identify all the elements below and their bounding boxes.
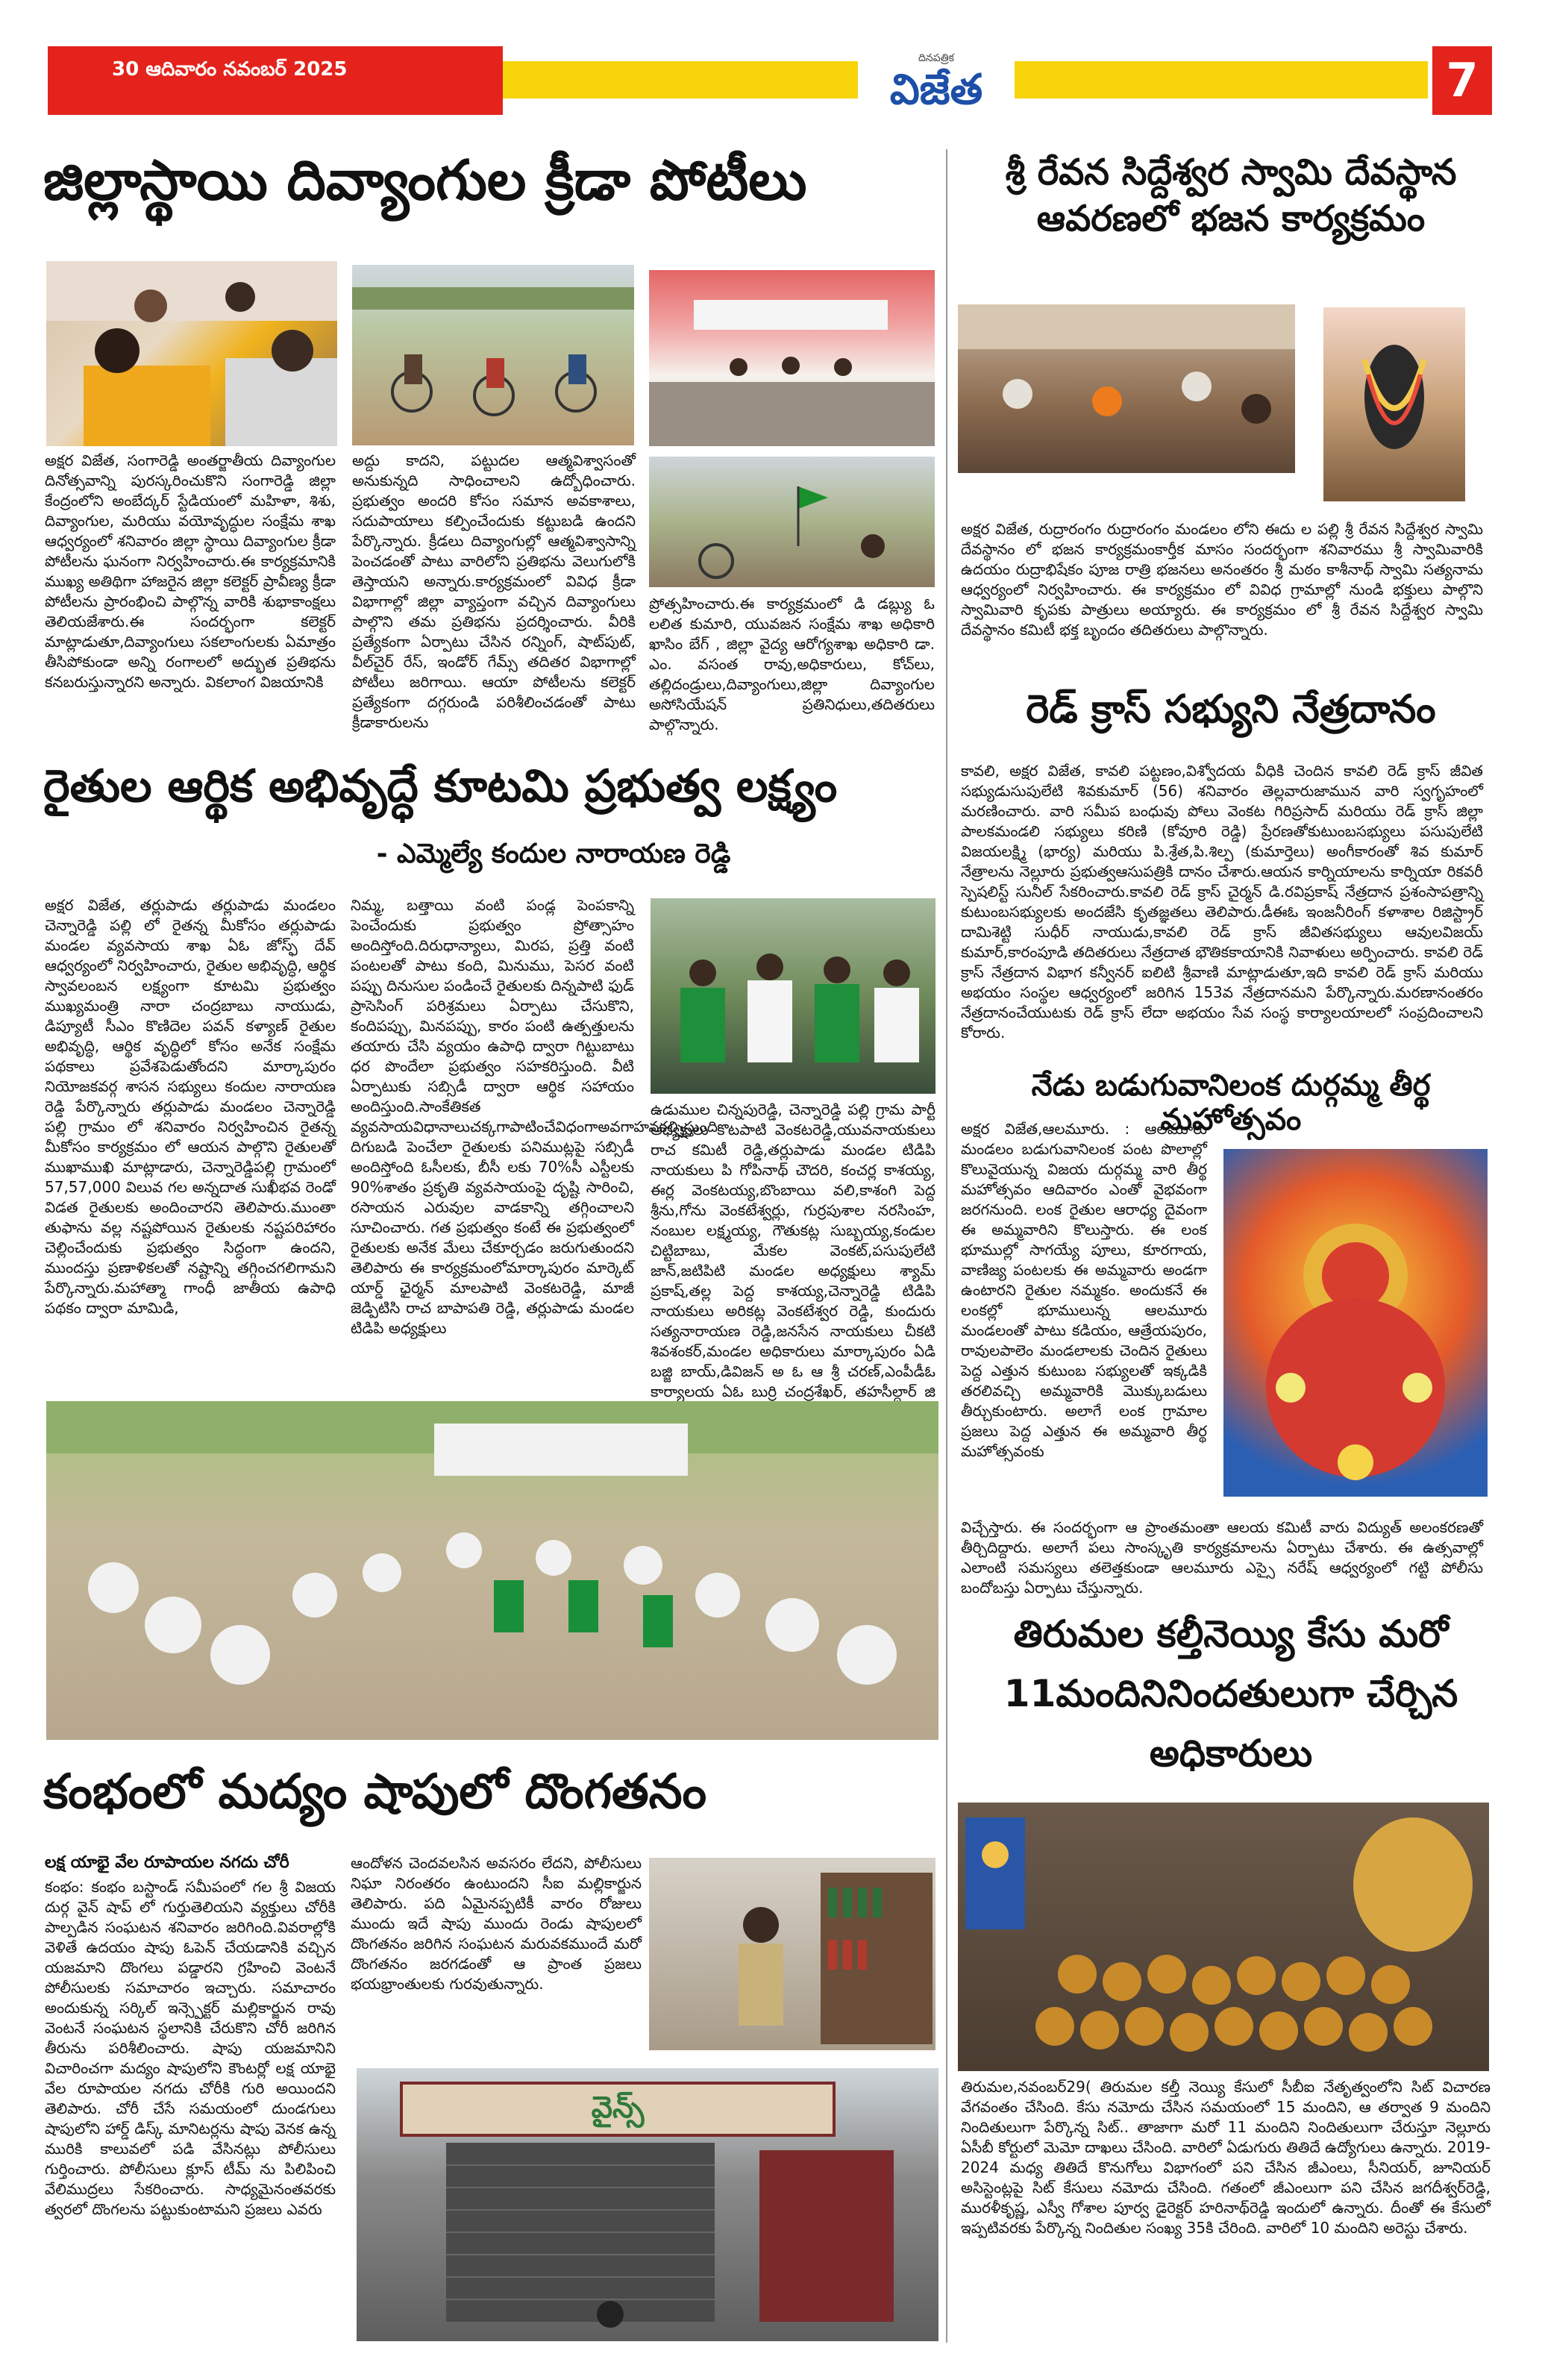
story4-column-1: అక్షర విజేత, తర్లుపాడు తర్లుపాడు మండలం చెన్నారెడ్డి పల్లి లో రైతన్న మీకోసం తర్లుపాడు మండల వ్యవసాయ శాఖ ఏఓ జోస్ఫ్ దేవ్ ఆధ్వర్యంలో నిర్వహించారు, రైతుల అభివృద్ధి, ఆర్థిక స్వావలంబన లక్ష్యంగా కూటమి ప్రభుత్వం ముఖ్యమంత్రి నారా చంద్రబాబు నాయుడు, డిప్యూటీ సీఎం కొణిదెల పవన్ కళ్యాణ్ రైతుల అభివృద్ధి, ఆర్థిక వృద్ధిలో కోసం అనేక సంక్షేమ పథకాలు ప్రవేశపెడుతోందని మార్కాపురం నియోజకవర్గ శాసన సభ్యులు కందుల నారాయణ రెడ్డి పేర్కొన్నారు తర్లుపాడు మండలం చెన్నారెడ్డి పల్లి గ్రామం లో శనివారం నిర్వహించిన రైతన్న మీకోసం కార్యక్రమం లో ఆయన పాల్గొని రైతులతో ముఖాముఖి మాట్లాడారు, చెన్నారెడ్డిపల్లి గ్రామంలో 57,57,000 విలువ గల అన్నదాత సుఖీభవ రెండో విడత రైతులకు అందించారని తెలిపారు.ముంతా తుఫాను వల్ల నష్టపోయిన రైతులకు నష్టపరిహారం చెల్లించేందుకు ప్రభుత్వం సిద్ధంగా ఉందని, ముందస్తు ప్రణాళికలతో నష్టాన్ని తగ్గించగలిగామని పేర్కొన్నారు.మహాత్మా గాంధీ జాతీయ ఉపాధి పథకం ద్వారా మామిడి, [45,896,336,1317]
story6-column-2: ఆందోళన చెందవలసిన అవసరం లేదని, పోలీసులు నిఘా నిరంతరం ఉంటుందని సీఐ మల్లికార్జున తెలిపారు. పది ఏమైనప్పటికీ వారం రోజులు ముందు ఇదే షాపు ముందు రెండు షాపులలో దొంగతనం జరిగిన సంఘటన మరువకముందే మరో దొంగతనం జరగడంతో ఆ ప్రాంత ప్రజలు భయభ్రాంతులకు గురవుతున్నారు. [351,1854,642,1993]
story2-headline: శ్రీ రేవన సిద్దేశ్వర స్వామి దేవస్థాన ఆవరణలో భజన కార్యక్రమం [1005,151,1457,239]
story5-headline: నేడు బడుగువానిలంక దుర్గమ్మ తీర్థ మహోత్సవం [1031,1068,1431,1137]
story4-column-3: ఉడుముల చిన్నపురెడ్డి, చెన్నారెడ్డి పల్లి గ్రామ పార్టీ అధ్యక్షులు కొటపాటి వెంకటరెడ్డి,యువనాయకులు రాచ కమిటీ రెడ్డి,తర్లుపాడు మండల టిడిపి నాయకులు పి గోపినాథ్ చౌదరి, కంచర్ల కాశయ్య, ఈర్ల వెంకటయ్య,బొంబాయి వలి,కాశంగి పెద్ద శ్రీను,గోను వెంకటేశ్వర్లు, గుర్రపుశాల నరసింహ, నంబుల లక్ష్మయ్య, గౌతుకట్ల సుబ్బయ్య,కండుల చిట్టిబాబు, మేకల వెంకట్,పసుపులేటి జాన్,జటిపిటి మండల అధ్యక్షులు శ్యామ్ ప్రకాష్,తల్ల పెద్ద కాశయ్య,చెన్నారెడ్డి టిడిపి నాయకులు అరికట్ల వెంకటేశ్వర రెడ్డి, కుందురు సత్యనారాయణ రెడ్డి,జనసేన నాయకులు చీకటి శివశంకర్,మండల అధికారులు మార్కాపురం ఏడి బజ్జి బాయ్,డివిజన్ అ ఓ ఆ శ్రీ చరణ్,ఎంపీడీఓ కార్యాలయ ఏఓ బుర్రి చంద్రశేఖర్, తహసీల్దార్ జి [651,1100,935,1400]
story6-photo-shopfront [357,2068,938,2341]
photo-scene [352,265,634,445]
photo-scene [651,898,935,1094]
photo-scene [649,457,935,587]
story1-photo-award [46,261,337,446]
photo-scene [958,304,1295,473]
story2-photo-bhajan [958,304,1295,473]
story5-tail: విచ్చేస్తారు. ఈ సందర్భంగా ఆ ప్రాంతమంతా ఆలయ కమిటీ వారు విద్యుత్ అలంకరణతో తీర్చిదిద్దారు. అలాగే పలు సాంస్కృతి కార్యక్రమాలను ఏర్పాటు చేశారు. ఈ ఉత్సవాల్లో ఎలాంటి సమస్యలు తలెత్తకుండా ఆలమూరు ఎస్సై నరేష్ ఆధ్వర్యంలో గట్టి పోలీసు బందోబస్తు ఏర్పాటు చేస్తున్నారు. [961,1518,1483,1597]
photo-scene [649,1858,935,2050]
story6-column-1: కంభం: కంభం బస్టాండ్ సమీపంలో గల శ్రీ విజయ దుర్గ వైన్ షాప్ లో గుర్తుతెలియని వ్యక్తులు చోరీకి పాల్పడిన సంఘటన శనివారం జరిగింది.వివరాల్లోకి వెళితే ఉదయం షాపు ఓపెన్ చేయడానికి వచ్చిన యజమాని దొంగలు పడ్డారని గ్రహించి వెంటనే పోలీసులకు సమాచారం ఇచ్చారు. సమాచారం అందుకున్న సర్కిల్ ఇన్స్పెక్టర్ మల్లికార్జున రావు వెంటనే సంఘటన స్థలానికి చేరుకొని చోరీ జరిగిన తీరును పరిశీలించారు. షాపు యజమానిని విచారించగా మద్యం షాపులోని కౌంటర్లో లక్ష యాభై వేల రూపాయల నగదు చోరీకి గురి అయిందని తెలిపారు. చోరీ చేసే సమయంలో దుండగులు షాపులోని హార్డ్ డిస్క్ మానిటర్లను షాపు వెనక ఉన్న మురికి కాలువలో పడి వేసినట్లు పోలీసులు గుర్తించారు. పోలీసులు క్లూస్ టీమ్ ను పిలిపించి వేలిముద్రలు సేకరించారు. సాధ్యమైనంతవరకు త్వరలో దొంగలను పట్టుకుంటామని ప్రజలు ఎవరు [45,1878,336,2218]
story1-photo-flag-off [649,457,935,587]
story1-photo-wheelchair-race [352,265,634,445]
page-number: 7 [1432,46,1492,115]
story7-body: తిరుమల,నవంబర్29( తిరుమల కల్తీ నెయ్యి కేసులో సీబీఐ నేతృత్వంలోని సిట్ విచారణ వేగవంతం చేసింది. కేసు నమోదు చేసిన సమయంలో 15 మందిని, ఆ తర్వాత 9 మందిని నిందితులుగా పేర్కొన్న సిట్.. తాజాగా మరో 11 మందిని నిందితులుగా చేరుస్తూ నెల్లూరు ఏసీబీ కోర్టులో మెమో దాఖలు చేసింది. వారిలో ఏడుగురు తితిదే ఉద్యోగులు ఉన్నారు. 2019-2024 మధ్య తితిదే కొనుగోలు విభాగంలో పని చేసిన జీఎంలు, సీనియర్, జూనియర్ అసిస్టెంట్లపై సిట్ కేసులు నమోదు చేసింది. గతంలో జీఎంలుగా పని చేసిన జగదీశ్వర్‌రెడ్డి, మురళీకృష్ణ, ఎస్వీ గోశాల పూర్వ డైరెక్టర్ హరినాథ్‌రెడ్డి ఇందులో ఉన్నారు. దీంతో ఈ కేసులో ఇప్పటివరకు పేర్కొన్న నిందితుల సంఖ్య 35కి చేరింది. వారిలో 10 మందిని అరెస్టు చేశారు. [961,2078,1491,2237]
story5-photo-goddess [1223,1149,1488,1497]
photo-scene [649,270,935,446]
story7-photo-laddus [958,1803,1489,2071]
photo-scene [46,1401,938,1740]
story2-body: అక్షర విజేత, రుద్రారంగం రుద్రారంగం మండలం లోని ఈదు ల పల్లి శ్రీ రేవన సిద్దేశ్వర స్వామి దేవస్థానం లో భజన కార్యక్రమంకార్తీక మాసం సందర్భంగా శనివారము శ్రీ స్వామివారికి ఉదయం రుద్రాభిషేకం పూజ రాత్రి భజనలు అనంతరం శ్రీ మఠం కాశీనాథ్ స్వామి సత్యనామ ఆధ్వర్యంలో నిర్వహించారు. ఈ కార్యక్రమం లో వివిధ గ్రామాల్లో నుండి భక్తులు పాల్గొని స్వామివారి కృపకు పాత్రులు అయ్యారు. ఈ కార్యక్రమం లో శ్రీ రేవన సిద్దేశ్వర స్వామి దేవస్థానం కమిటీ భక్త బృందం తదితరులు పాల్గొన్నారు. [961,520,1483,639]
newspaper-logo [858,49,1015,121]
story1-column-1: అక్షర విజేత, సంగారెడ్డి అంతర్జాతీయ దివ్యాంగుల దినోత్సవాన్ని పురస్కరించుకొని సంగారెడ్డి జిల్లా కేంద్రంలోని అంబేద్కర్ స్టేడియంలో మహిళా, శిశు, దివ్యాంగుల, మరియు వయోవృద్ధుల సంక్షేమ శాఖ ఆధ్వర్యంలో శనివారం జిల్లా స్థాయి దివ్యాంగుల క్రీడా పోటీలను ఘనంగా నిర్వహించారు.ఈ కార్యక్రమానికి ముఖ్య అతిథిగా హాజరైన జిల్లా కలెక్టర్ ప్రావీణ్య క్రీడా పోటీలను ప్రారంభించి పాల్గొన్న వారికి శుభాకాంక్షలు తెలియజేశారు.ఈ సందర్భంగా కలెక్టర్ మాట్లాడుతూ,దివ్యాంగులు సకలాంగులకు ఏమాత్రం తీసిపోకుండా అన్ని రంగాలలో అద్భుత ప్రతిభను కనబరుస్తున్నారని అన్నారు. వికలాంగ విజయానికి [45,451,336,691]
shop-signboard-text: వైన్స్ [591,2091,645,2125]
story1-headline: జిల్లాస్థాయి దివ్యాంగుల క్రీడా పోటీలు [43,148,807,213]
logo-tagline: దినపత్రిక [918,52,954,64]
story7-headline: తిరుమల కల్తీనెయ్యి కేసు మరో 11మందినినిందతులుగా చేర్చిన అధికారులు [1003,1612,1458,1775]
photo-scene [958,1803,1489,2071]
story6-headline: కంభంలో మద్యం షాపులో దొంగతనం [43,1764,707,1820]
story4-photo-meeting [651,898,935,1094]
issue-date: 30 ఆదివారం నవంబర్ 2025 [112,58,348,81]
photo-scene [46,261,337,446]
story1-column-3: ప్రోత్సహించారు.ఈ కార్యక్రమంలో డి డబ్ల్యు ఓ లలిత కుమారి, యువజన సంక్షేమ శాఖ అధికారి ఖాసిం బేగ్ , జిల్లా వైద్య ఆరోగ్యశాఖ అధికారి డా. ఎం. వసంత రావు,అధికారులు, కోచ్‌లు, తల్లిదండ్రులు,దివ్యాంగులు,జిల్లా దివ్యాంగుల అసోసియేషన్ ప్రతినిధులు,తదితరులు పాల్గొన్నారు. [649,595,935,733]
story4-subhead: - ఎమ్మెల్యే కందుల నారాయణ రెడ్డి [376,839,731,869]
story2-photo-deity [1323,307,1465,501]
photo-scene [1323,307,1465,501]
story1-column-2: అద్దు కాదని, పట్టుదల ఆత్మవిశ్వాసంతో అనుకున్నది సాధించాలని ఉద్బోధించారు. ప్రభుత్వం అందరి కోసం సమాన అవకాశాలు, సదుపాయాలు కల్పించేందుకు కట్టుబడి ఉందని పేర్కొన్నారు. క్రీడలు దివ్యాంగుల్లో ఆత్మవిశ్వాసాన్ని పెంచడంతో పాటు వారిలోని ప్రతిభను వెలుగులోకి తెస్తాయని అన్నారు.కార్యక్రమంలో వివిధ క్రీడా విభాగాల్లో జిల్లా వ్యాప్తంగా వచ్చిన దివ్యాంగులు పాల్గొని తమ ప్రతిభను ప్రదర్శించారు. వీరికి ప్రత్యేకంగా ఏర్పాటు చేసిన రన్నింగ్, షాట్‌పుట్, వీల్‌చైర్ రేస్, ఇండోర్ గేమ్స్ తదితర విభాగాల్లో పోటీలు జరిగాయి. ఆయా పోటీలను కలెక్టర్ ప్రత్యేకంగా దగ్గరుండి పరిశీలించడంతో పాటు క్రీడాకారులను [352,451,636,731]
story3-body: కావలి, అక్షర విజేత, కావలి పట్టణం,విశ్వోదయ వీధికి చెందిన కావలి రెడ్ క్రాస్ జీవిత సభ్యుడుసుపులేటి శివకుమార్ (56) శనివారం తెల్లవారుజామున వారి స్వగృహంలో మరణించారు. వారి సమీప బంధువు పోలు వెంకట గిరిప్రసాద్ మరియు రెడ్ క్రాస్ జిల్లా పాలకమండలి సభ్యులు కరిణి (కోవూరి రెడ్డి) ప్రేరణతోకుటుంబసభ్యులు పసుపులేటి విజయలక్ష్మి (భార్య) మరియు పి.శ్రేత,పి.శిల్ప (కుమార్తెలు) అంగీకారంతో శివ కుమార్ నేత్రాలను నెల్లూరు ప్రభుత్వఆసుపత్రికి దానం చేశారు.ఆయన కార్నియాలను కార్నియా రికవరీ స్పెషలిస్ట్ సునీల్ సేకరించారు.కావలి రెడ్ క్రాస్ చైర్మన్ డి.రవిప్రకాష్ నేత్రదాన ప్రశంసాపత్రాన్ని కుటుంబసభ్యులకు అందజేసి కృతజ్ఞతలు తెలిపారు.డీఈఓ ఇంజనీరింగ్ కళాశాల రిజిస్ట్రార్ దామిశెట్టి సుధీర్ నాయుడు,కావలి రెడ్ క్రాస్ జీవితసభ్యులు ఆవులవిజయ్ కుమార్,కారంపూడి తదితరులు నేత్రదాత భౌతికకాయానికి నివాళులు అర్పించారు. కావలి రెడ్ క్రాస్ నేత్రదాన విభాగ కన్వీనర్ ఐలిటి శ్రీవాణి మాట్లాడుతూ,ఇది కావలి రెడ్ క్రాస్ మరియు అభయం సంస్థల ఆధ్వర్యంలో జరిగిన 153వ నేత్రదానమని పేర్కొన్నారు.మరణానంతరం నేత్రదానంచేయుటకు రెడ్ క్రాస్ లేదా అభయం సేవ సంస్థ కార్యాలయాలలో సంప్రదించాలని కోరారు. [961,762,1483,1042]
logo-name: విజేత [889,66,983,114]
story4-photo-crowd [46,1401,938,1740]
story3-headline: రెడ్ క్రాస్ సభ్యుని నేత్రదానం [1026,687,1436,732]
photo-scene [1223,1149,1488,1497]
story4-column-2: నిమ్మ, బత్తాయి వంటి పండ్ల పెంపకాన్ని పెంచేందుకు ప్రభుత్వం ప్రోత్సాహం అందిస్తోంది.దిరుధాన్యాలు, మిరప, ప్రత్తి వంటి పంటలతో పాటు కంది, మినుము, పెసర వంటి పప్పు దినుసుల పండించే రైతులకు దిన్నపాటి ఫుడ్ ప్రాసెసింగ్ పరిశ్రమలు ఏర్పాటు చేసుకొని, కందిపప్పు, మినపప్పు, కారం పంటి ఉత్పత్తులను తయారు చేసి వ్యయం ఉపాధి ద్వారా గిట్టుబాటు ధర పొందేలా ప్రభుత్వం సహకరిస్తుంది. వీటి ఏర్పాటుకు సబ్సిడీ ద్వారా ఆర్థిక సహాయం అందిస్తుంది.సాంకేతికత వ్యవసాయవిధానాలుచక్కగాపాటించేవిధంగాఅవగాహనకల్పిస్తుంది దిగుబడి పెంచేలా రైతులకు పనిముట్లపై సబ్సిడీ అందిస్తోంది ఓసీలకు, బీసీ లకు 70%సీ ఎస్టీలకు 90%శాతం ప్రకృతి వ్యవసాయంపై దృష్టి సారించి, రసాయన ఎరువుల వాడకాన్ని తగ్గించాలని సూచించారు. గత ప్రభుత్వం కంటే ఈ ప్రభుత్వంలో రైతులకు అనేక మేలు చేకూర్చడం జరుగుతుందని తెలిపారు ఈ కార్యక్రమంలోమార్కాపురం మార్కెట్ యార్డ్ ఛైర్మన్ మాలపాటి వెంకటరెడ్డి, మాజీ జెడ్పిటిసి రాచ బాపాపతి రెడ్డి, తర్లుపాడు మండల టిడిపి అధ్యక్షులు [351,896,718,1337]
story1-photo-stage [649,270,935,446]
story5-column-1: అక్షర విజేత,ఆలమూరు. : ఆలమూరు మండలం బడుగువానిలంక పంట పొలాల్లో కొలువైయున్న విజయ దుర్గమ్మ వారి తీర్థ మహోత్సవం ఆదివారం ఎంతో వైభవంగా జరగనుంది. లంక రైతుల ఆరాధ్య దైవంగా ఈ అమ్మవారిని కొలుస్తారు. ఈ లంక భూముల్లో సాగయ్యే పూలు, కూరగాయ, వాణిజ్య పంటలకు ఈ అమ్మవారు అండగా ఉంటారని రైతుల నమ్మకం. అందుకనే ఈ లంకల్లో భూములున్న ఆలమూరు మండలంతో పాటు కడియం, ఆత్రేయపురం, రావులపాలెం మండలాలకు చెందిన రైతులు పెద్ద ఎత్తున కుటుంబ సభ్యులతో ఇక్కడికి తరలివచ్చి అమ్మవారికి మొక్కుబడులు తీర్చుకుంటారు. అలాగే లంక గ్రామాల ప్రజలు పెద్ద ఎత్తున ఈ అమ్మవారి తీర్థ మహోత్సవంకు [961,1120,1207,1460]
story4-headline: రైతుల ఆర్థిక అభివృద్ధే కూటమి ప్రభుత్వ లక్ష్యం [43,760,838,812]
story6-photo-police [649,1858,935,2050]
column-divider [946,149,947,2343]
story6-subhead: లక్ష యాభై వేల రూపాయల నగదు చోరీ [45,1853,289,1872]
